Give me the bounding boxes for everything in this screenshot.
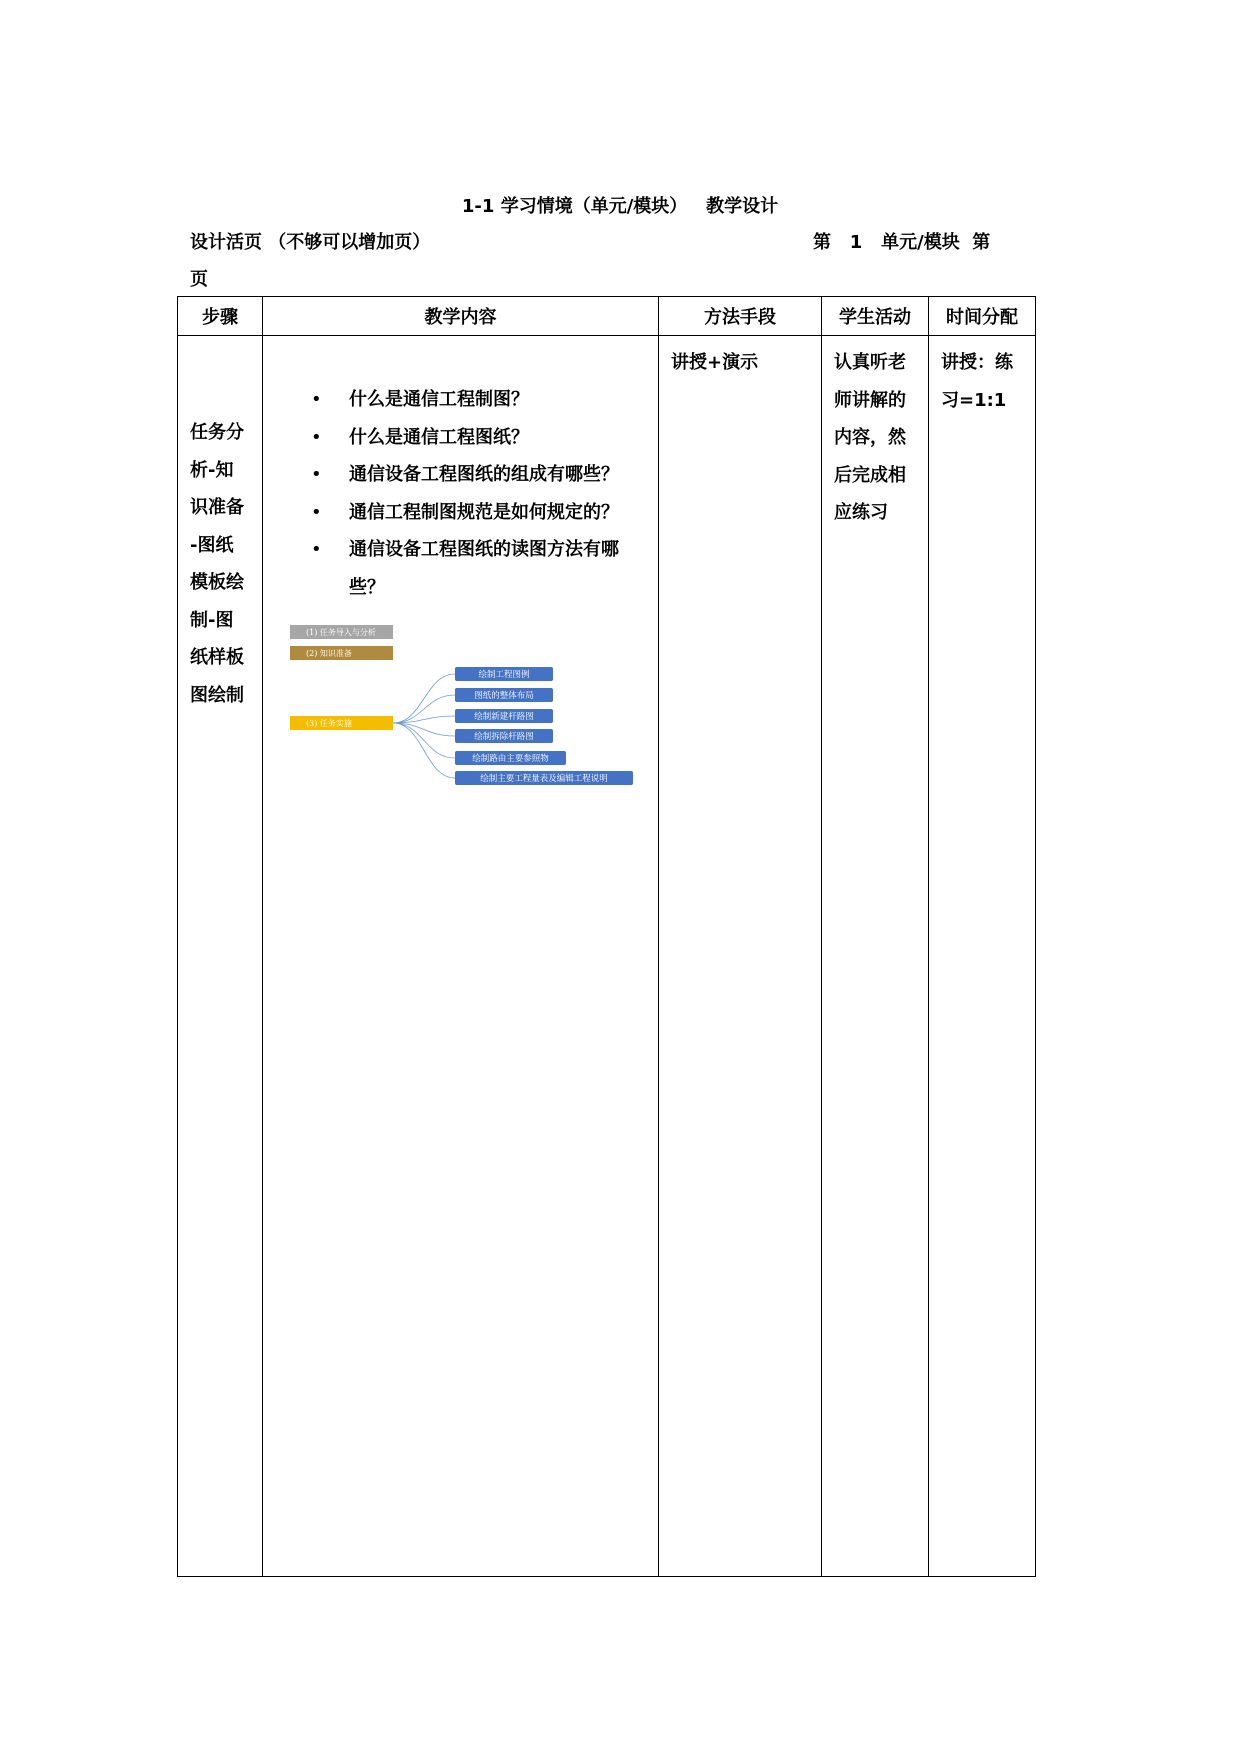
mindmap-node-label: (3) 任务实施 (306, 719, 352, 728)
list-item: • 通信工程制图规范是如何规定的？ (263, 494, 646, 532)
step-line: -图纸 (190, 534, 234, 556)
mindmap-node-label: (1) 任务导入与分析 (306, 628, 376, 637)
step-line: 析-知 (190, 459, 234, 481)
content-cell (263, 336, 659, 1577)
step-line: 识准备 (190, 497, 244, 518)
mindmap-connector (393, 723, 455, 758)
student-activity-cell (822, 336, 929, 1577)
lesson-table (177, 296, 1036, 1577)
mindmap-node (290, 716, 393, 730)
header-student-activity: 学生活动 (822, 297, 929, 336)
mindmap-child (455, 751, 566, 765)
step-line: 模板绘 (190, 572, 244, 593)
mindmap-child-label: 绘制新建杆路图 (474, 712, 534, 722)
mindmap-connector (393, 723, 455, 778)
header-method: 方法手段 (659, 297, 822, 336)
mindmap-child-label: 绘制路由主要参照物 (472, 754, 549, 764)
mindmap-child (455, 667, 553, 681)
mindmap-diagram (263, 336, 659, 796)
student-activity-line: 内容，然 (834, 427, 906, 448)
page-label: 页 (190, 269, 208, 290)
header-row (178, 297, 1036, 336)
step-line: 任务分 (190, 422, 244, 443)
mindmap-child (455, 771, 633, 785)
table-row (178, 336, 1036, 1577)
step-line: 制-图 (190, 609, 234, 631)
method-text: 讲授+演示 (671, 352, 759, 373)
student-activity-line: 师讲解的 (834, 389, 906, 411)
document-title: 1-1 学习情境（单元/模块） 教学设计 (461, 196, 779, 217)
mindmap-child-label: 图纸的整体布局 (474, 691, 534, 701)
method-cell (659, 336, 822, 1577)
student-activity-line: 应练习 (834, 502, 888, 523)
list-item: • 什么是通信工程制图？ (263, 381, 646, 419)
mindmap-node (290, 646, 393, 660)
list-item: • 通信设备工程图纸的组成有哪些？ (263, 456, 646, 494)
unit-module-label: 第 1 单元/模块 第 (813, 232, 991, 253)
step-line: 纸样板 (190, 647, 244, 668)
design-sheet-label: 设计活页 （不够可以增加页） (190, 232, 431, 253)
student-activity-line: 后完成相 (834, 464, 906, 486)
student-activity-line: 认真听老 (834, 352, 906, 373)
mindmap-connector (393, 674, 455, 723)
mindmap-child-label: 绘制拆除杆路图 (474, 732, 534, 742)
time-line: 讲授：练 (941, 352, 1013, 373)
time-cell (929, 336, 1036, 1577)
mindmap-child-label: 绘制主要工程量表及编辑工程说明 (480, 774, 608, 784)
mindmap-child (455, 729, 553, 743)
student-activity-text (822, 336, 928, 532)
step-text (178, 336, 262, 714)
mindmap-child (455, 688, 553, 702)
step-line: 图绘制 (190, 684, 244, 706)
list-item: • 什么是通信工程图纸？ (263, 419, 646, 457)
header-step: 步骤 (178, 297, 263, 336)
header-time: 时间分配 (929, 297, 1036, 336)
time-allocation-text (929, 336, 1035, 419)
header-content: 教学内容 (263, 297, 659, 336)
mindmap-node-label: (2) 知识准备 (306, 649, 352, 658)
mindmap-child (455, 709, 553, 723)
mindmap-child-label: 绘制工程图例 (478, 670, 530, 680)
step-cell (178, 336, 263, 1577)
list-item: • 通信设备工程图纸的读图方法有哪些？ (263, 531, 646, 606)
time-line: 习=1:1 (941, 389, 1007, 411)
mindmap-node (290, 625, 393, 639)
